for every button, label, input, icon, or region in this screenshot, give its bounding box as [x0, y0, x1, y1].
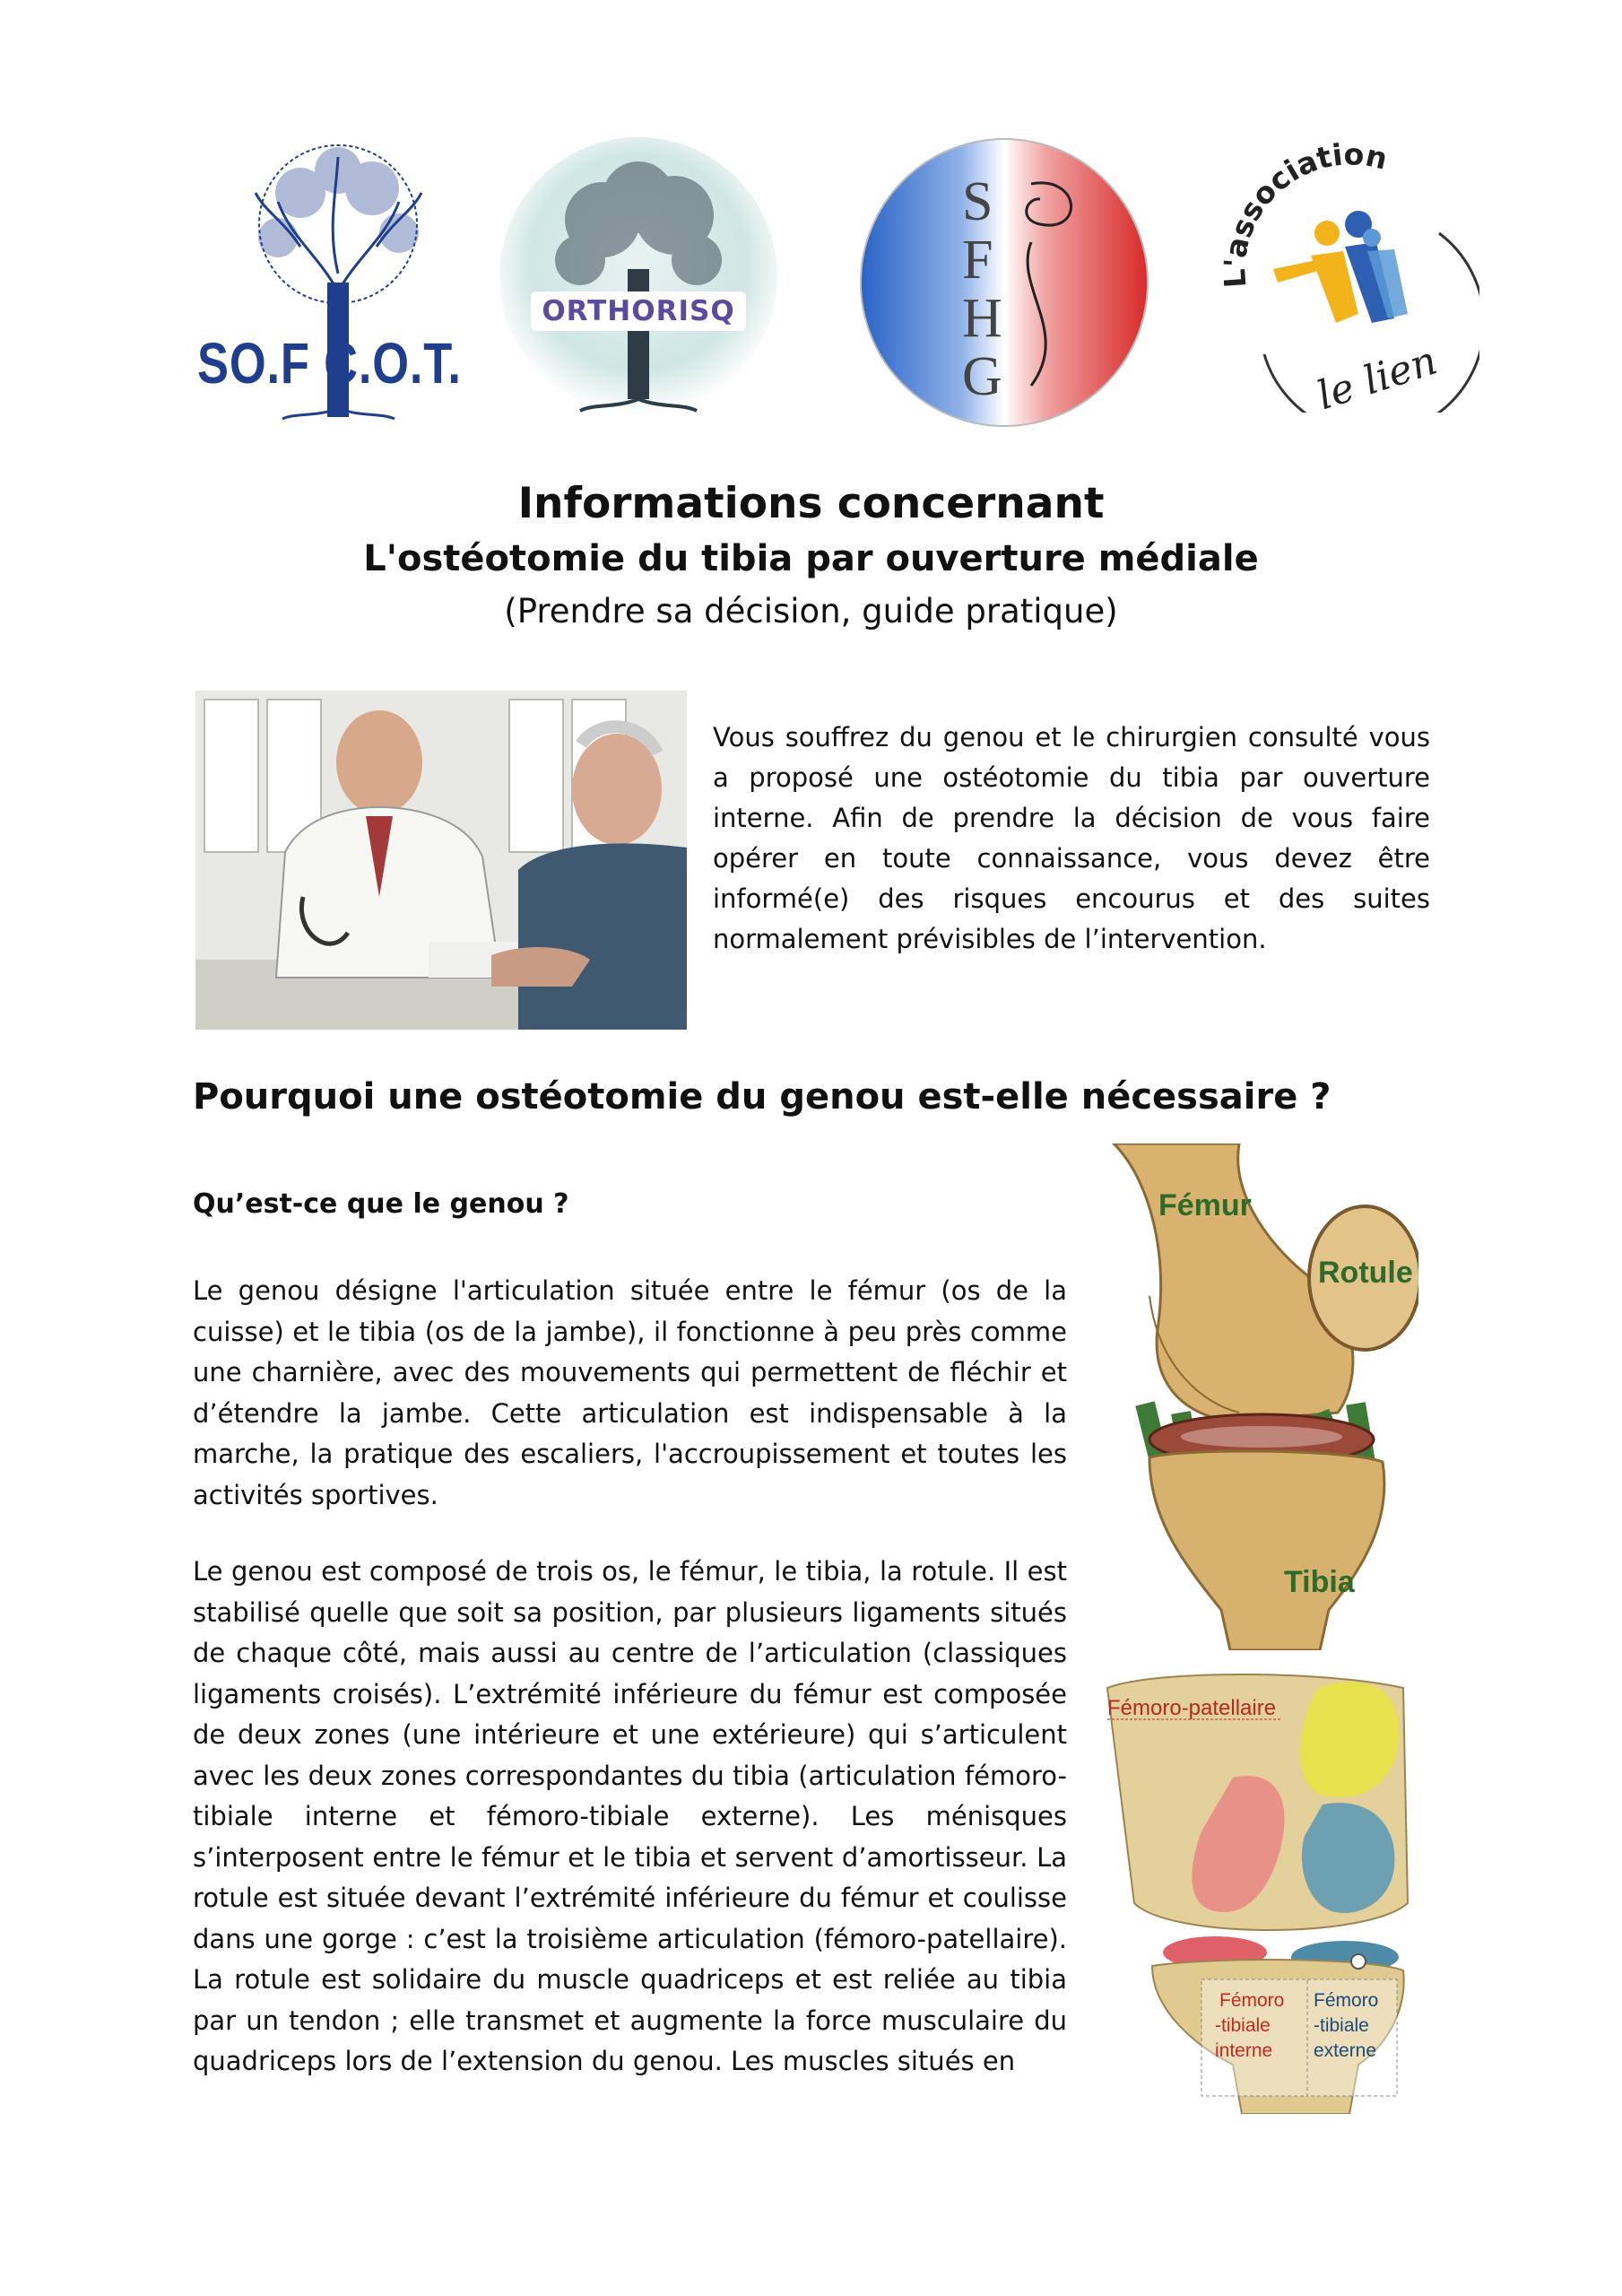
knee-anatomy-figure	[1096, 1144, 1418, 1650]
sfhg-letter-s: S	[962, 171, 993, 232]
label-fti-l2: -tibiale	[1215, 2015, 1271, 2036]
label-fte-l3: externe	[1314, 2040, 1377, 2061]
label-femoro-patellaire: Fémoro-patellaire	[1107, 1696, 1277, 1720]
knee-joints-figure	[1098, 1670, 1417, 2114]
label-fte-l1: Fémoro	[1314, 1990, 1379, 2011]
orthorisq-logo	[495, 135, 782, 422]
section-subheading: Qu’est-ce que le genou ?	[193, 1188, 569, 1220]
doctor-patient-image	[195, 691, 687, 1030]
people-icon	[1273, 211, 1408, 323]
sofcot-text: SO.F C.O.T.	[197, 331, 462, 396]
sfhg-letter-f: F	[962, 230, 993, 291]
paragraph-1: Le genou désigne l'articulation située entre le fémur (os de la cuisse) et le tibia (os de la jambe), il fonctionne à peu près comme une charnière, avec des mouvements qui permettent de fléchir et d’étendre la jambe. Cette articulation est indispensable à la marche, la pratique des escaliers, l'accroupissement et toutes les activités sportives.	[193, 1275, 1067, 1510]
section-heading: Pourquoi une ostéotomie du genou est-elle nécessaire ?	[193, 1076, 1331, 1118]
sfhg-letter-g: G	[962, 346, 1002, 407]
sfhg-circle	[861, 139, 1148, 426]
page-title: Informations concernant	[517, 479, 1105, 528]
sfhg-letter-h: H	[962, 288, 1002, 349]
orthorisq-text: ORTHORISQ	[531, 291, 746, 331]
association-logo	[1210, 135, 1479, 413]
intro-text: Vous souffrez du genou et le chirurgien consulté vous a proposé une ostéotomie du tibia par ouverture interne. Afin de prendre la décision de vous faire opérer en toute connaissance, vous devez être informé(e) des risques encourus et des suites normalement prévisibles de l’intervention.	[713, 722, 1430, 954]
label-fti-l3: interne	[1215, 2040, 1273, 2061]
page-tagline: (Prendre sa décision, guide pratique)	[504, 592, 1118, 631]
label-fte-l2: -tibiale	[1314, 2015, 1369, 2036]
sofcot-logo	[193, 139, 480, 426]
label-fti-l1: Fémoro	[1219, 1990, 1285, 2011]
paragraph-2: Le genou est composé de trois os, le fémur, le tibia, la rotule. Il est stabilisé quelle que soit sa position, par plusieurs ligaments situés de chaque côté, mais aussi au centre de l’articulation (classiques ligaments croisés). L’extrémité inférieure du fémur est composée de deux zones (une intérieure et une extérieure) qui s’articulent avec les deux zones correspondantes du tibia (articulation fémoro-tibiale interne et fémoro-tibiale externe). Les ménisques s’interposent entre le fémur et le tibia et servent d’amortisseur. La rotule est située devant l’extrémité inférieure du fémur et coulisse dans une gorge : c’est la troisième articulation (fémoro-patellaire). La rotule est solidaire du muscle quadriceps et est reliée au tibia par un tendon ; elle transmet et augmente la force musculaire du quadriceps lors de l’extension du genou. Les muscles situés en	[193, 1556, 1067, 2076]
association-bottom-text: le lien	[1312, 337, 1443, 413]
patient-face	[572, 734, 662, 845]
sfhg-logo	[856, 135, 1152, 430]
label-tibia: Tibia	[1284, 1565, 1355, 1599]
page-subtitle: L'ostéotomie du tibia par ouverture médiale	[363, 538, 1259, 579]
label-femur: Fémur	[1158, 1188, 1252, 1222]
association-top-text: L'association	[1217, 136, 1392, 290]
doctor-face	[336, 710, 422, 814]
label-rotule: Rotule	[1318, 1256, 1413, 1290]
